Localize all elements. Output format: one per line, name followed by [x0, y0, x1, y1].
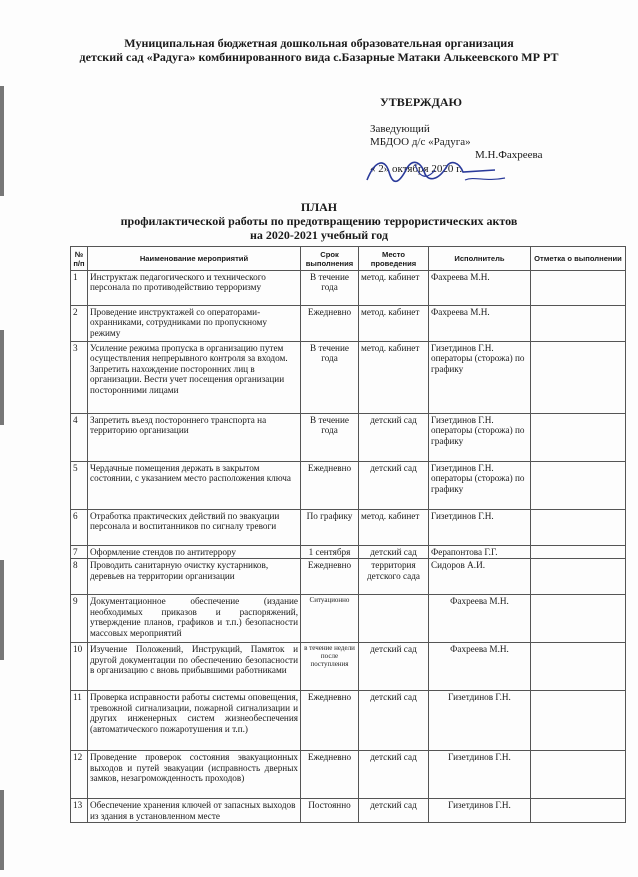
row-number: 8 [71, 559, 88, 595]
table-row [71, 799, 626, 823]
row-executor: Гизетдинов Г.Н. [429, 691, 531, 751]
approval-position: Заведующий [370, 123, 430, 135]
row-mark [531, 691, 626, 751]
row-executor: Сидоров А.И. [429, 559, 531, 595]
row-term: в течение недели после поступления [301, 643, 359, 691]
row-place: детский сад [359, 414, 429, 462]
row-term: Ситуационно [301, 595, 359, 643]
row-place: метод. кабинет [359, 342, 429, 414]
approval-date-text: « 2» октября 2020 г. [370, 163, 463, 175]
row-number: 10 [71, 643, 88, 691]
row-number: 1 [71, 271, 88, 306]
row-activity: Отработка практических действий по эвакуации персонала и воспитанников по сигналу тревоги [88, 510, 301, 546]
table-row [71, 510, 626, 546]
row-place: детский сад [359, 691, 429, 751]
row-executor: Гизетдинов Г.Н. операторы (сторожа) по графику [429, 462, 531, 510]
row-executor: Фахреева М.Н. [429, 271, 531, 306]
plan-title: ПЛАН [300, 200, 338, 214]
row-executor: Гизетдинов Г.Н. [429, 751, 531, 799]
table-row [71, 414, 626, 462]
row-activity: Проводить санитарную очистку кустарников, деревьев на территории организации [88, 559, 301, 595]
row-mark [531, 306, 626, 342]
col-place-header: Место проведения [359, 247, 429, 271]
row-mark [531, 414, 626, 462]
table-row [71, 751, 626, 799]
row-term: В течение года [301, 414, 359, 462]
row-number: 5 [71, 462, 88, 510]
row-place: метод. кабинет [359, 510, 429, 546]
table-row [71, 595, 626, 643]
row-mark [531, 799, 626, 823]
row-activity: Инструктаж педагогического и технического персонала по противодействию терроризму [88, 271, 301, 306]
row-mark [531, 271, 626, 306]
row-place: детский сад [359, 462, 429, 510]
row-term: В течение года [301, 342, 359, 414]
table-row [71, 342, 626, 414]
row-term: По графику [301, 510, 359, 546]
row-place: детский сад [359, 751, 429, 799]
scan-edge-mark [0, 330, 4, 425]
row-executor: Гизетдинов Г.Н. операторы (сторожа) по графику [429, 342, 531, 414]
row-activity: Проведение проверок состояния эвакуационных выходов и путей эвакуации (исправность дверных замков, незагроможденность проходов) [88, 751, 301, 799]
plan-subtitle: профилактической работы по предотвращению террористических актов [120, 214, 518, 228]
table-row [71, 691, 626, 751]
scan-edge-mark [0, 86, 4, 196]
approval-title: УТВЕРЖДАЮ [380, 95, 463, 109]
row-mark [531, 546, 626, 559]
row-number: 4 [71, 414, 88, 462]
row-executor: Гизетдинов Г.Н. операторы (сторожа) по графику [429, 414, 531, 462]
organization-header [0, 36, 638, 64]
row-number: 3 [71, 342, 88, 414]
row-term: Постоянно [301, 799, 359, 823]
row-place [359, 595, 429, 643]
row-term: Ежедневно [301, 691, 359, 751]
row-place: метод. кабинет [359, 271, 429, 306]
row-number: 11 [71, 691, 88, 751]
handwritten-signature [355, 150, 535, 190]
row-executor: Ферапонтова Г.Г. [429, 546, 531, 559]
signatory-name: М.Н.Фахреева [475, 149, 543, 161]
approval-organization: МБДОО д/с «Радуга» [370, 136, 471, 148]
plan-table [70, 246, 626, 823]
row-number: 9 [71, 595, 88, 643]
plan-period: на 2020-2021 учебный год [249, 228, 389, 242]
row-term: 1 сентября [301, 546, 359, 559]
row-activity: Проведение инструктажей со операторами-охранниками, сотрудниками по пропускному режиму [88, 306, 301, 342]
row-mark [531, 595, 626, 643]
plan-title-block [0, 200, 638, 242]
row-executor: Фахреева М.Н. [429, 306, 531, 342]
row-term: Ежедневно [301, 306, 359, 342]
col-executor-header: Исполнитель [429, 247, 531, 271]
row-term: Ежедневно [301, 559, 359, 595]
row-number: 12 [71, 751, 88, 799]
row-place: метод. кабинет [359, 306, 429, 342]
row-number: 7 [71, 546, 88, 559]
org-name-line1: Муниципальная бюджетная дошкольная образовательная организация [124, 36, 514, 50]
col-term-header: Срок выполнения [301, 247, 359, 271]
col-activity-header: Наименование мероприятий [88, 247, 301, 271]
row-term: Ежедневно [301, 462, 359, 510]
row-executor: Фахреева М.Н. [429, 643, 531, 691]
row-term: Ежедневно [301, 751, 359, 799]
row-place: детский сад [359, 546, 429, 559]
table-row [71, 643, 626, 691]
row-number: 6 [71, 510, 88, 546]
row-activity: Усиление режима пропуска в организацию путем осуществления непрерывного контроля за входом. Запретить нахождение посторонних лиц в организации. Вести учет посещения организации посторонними лицами [88, 342, 301, 414]
scan-edge-mark [0, 790, 4, 870]
table-row [71, 546, 626, 559]
row-mark [531, 510, 626, 546]
row-term: В течение года [301, 271, 359, 306]
org-name-line2: детский сад «Радуга» комбинированного вида с.Базарные Матаки Алькеевского МР РТ [79, 50, 559, 64]
col-number-header: № п/п [71, 247, 88, 271]
col-mark-header: Отметка о выполнении [531, 247, 626, 271]
row-activity: Документационное обеспечение (издание необходимых приказов и распоряжений, утверждение планов, графиков и т.п.) безопасности массовых мероприятий [88, 595, 301, 643]
row-activity: Оформление стендов по антитеррору [88, 546, 301, 559]
row-activity: Обеспечение хранения ключей от запасных выходов из здания в установленном месте [88, 799, 301, 823]
row-executor: Гизетдинов Г.Н. [429, 799, 531, 823]
row-activity: Чердачные помещения держать в закрытом состоянии, с указанием место расположения ключа [88, 462, 301, 510]
row-number: 2 [71, 306, 88, 342]
row-activity: Проверка исправности работы системы оповещения, тревожной сигнализации, пожарной сигнализации и других инженерных систем жизнеобеспечения (автоматического пожаротушения и т.п.) [88, 691, 301, 751]
row-activity: Изучение Положений, Инструкций, Памяток и другой документации по обеспечению безопасности в организацию с вновь прибывшими работниками [88, 643, 301, 691]
table-row [71, 462, 626, 510]
row-place: детский сад [359, 643, 429, 691]
row-mark [531, 751, 626, 799]
table-row [71, 559, 626, 595]
row-mark [531, 342, 626, 414]
scan-edge-mark [0, 560, 4, 660]
row-place: территория детского сада [359, 559, 429, 595]
row-mark [531, 462, 626, 510]
row-number: 13 [71, 799, 88, 823]
row-activity: Запретить въезд постороннего транспорта на территорию организации [88, 414, 301, 462]
row-mark [531, 643, 626, 691]
table-row [71, 306, 626, 342]
table-header-row [71, 247, 626, 271]
row-place: детский сад [359, 799, 429, 823]
table-row [71, 271, 626, 306]
row-mark [531, 559, 626, 595]
row-executor: Гизетдинов Г.Н. [429, 510, 531, 546]
row-executor: Фахреева М.Н. [429, 595, 531, 643]
